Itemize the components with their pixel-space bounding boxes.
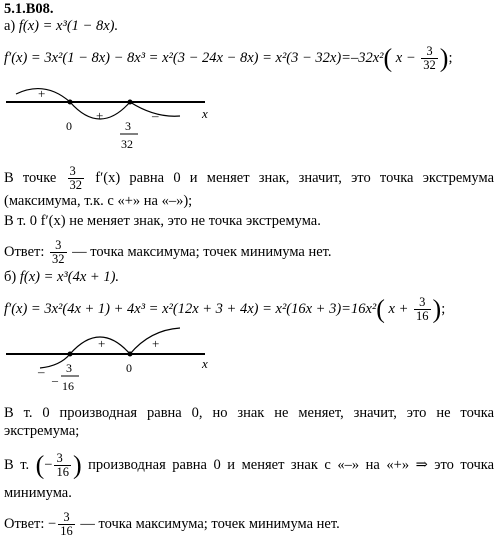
part-b-text4: минимума. (4, 485, 72, 501)
part-a-sign-mid: + (96, 108, 104, 123)
part-b-derivative: f′(x) = 3x²(4x + 1) + 4x³ = x²(12x + 3 + 4x) = x²(16x + 3)=16x²( x + $\frac{3}{16}$ ); (4, 294, 446, 324)
part-b-sign-left: – (38, 364, 45, 379)
part-b-tick-frac-minus: – (52, 373, 58, 387)
part-a-deriv-end: ; (448, 49, 453, 66)
part-b-deriv-end: ; (441, 300, 446, 317)
part-a-deriv-main: f′(x) = 3x²(1 − 8x) − 8x³ = x²(3 − 24x − 8x) = x²(3 − 32x)=–32x² (4, 49, 384, 66)
part-a-text2: (максимума, т.к. с «+» на «–»); (4, 193, 193, 209)
part-b-deriv-inner: x + (388, 300, 409, 317)
part-b-sign-mid: + (98, 336, 106, 351)
part-b-point-zero (128, 352, 133, 357)
part-a-point-zero (68, 100, 73, 105)
part-b-point-frac (68, 352, 73, 357)
part-a-answer: Ответ: $\frac{3}{32}$ — точка максимума; точек минимума нет. (4, 238, 332, 266)
part-b-deriv-fraction: $\frac{3}{16}$ (416, 295, 429, 323)
part-b-tick-frac-den: 16 (62, 379, 74, 393)
part-b-axis-label: x (202, 356, 208, 371)
part-b-text3-fraction: $\frac{3}{16}$ (56, 451, 69, 479)
part-a-tick-frac-num: 3 (125, 119, 131, 133)
part-a-axis-label: x (202, 106, 208, 121)
part-b-func: f(x) = x³(4x + 1). (19, 269, 120, 285)
part-a-sign-right: – (152, 108, 159, 123)
problem-number: 5.1.В08. (4, 1, 54, 17)
part-a-tick-frac-den: 32 (121, 137, 133, 151)
part-b-answer: Ответ: − $\frac{3}{16}$ — точка максимума; точек минимума нет. (4, 510, 340, 536)
part-b-tick-frac-num: 3 (66, 361, 72, 375)
part-a-function (4, 17, 118, 35)
part-a-answer-fraction: $\frac{3}{32}$ (52, 238, 65, 266)
part-a-text1: В точке $\frac{3}{32}$ f′(x) равна 0 и меняет знак, значит, это точка экстремума (4, 164, 494, 192)
part-a-derivative: f′(x) = 3x²(1 − 8x) − 8x³ = x²(3 − 24x − 8x) = x²(3 − 32x)=–32x²( x − $\frac{3}{32}$ ); (4, 43, 453, 73)
part-b-text1: В т. 0 производная равна 0, но знак не меняет, значит, это не точка (4, 405, 494, 421)
part-b-sign-chart (0, 326, 230, 404)
part-a-deriv-fraction: $\frac{3}{32}$ (423, 44, 436, 72)
part-b-sign-right: + (152, 336, 160, 351)
part-a-sign-chart (0, 80, 230, 160)
part-a-sign-left: + (38, 86, 46, 101)
part-a-deriv-inner: x − (395, 49, 416, 66)
part-b-answer-fraction: $\frac{3}{16}$ (60, 510, 73, 536)
part-a-label: а) (4, 18, 16, 34)
part-b-function (4, 268, 119, 286)
part-b-deriv-main: f′(x) = 3x²(4x + 1) + 4x³ = x²(12x + 3 + 4x) = x²(16x + 3)=16x² (4, 300, 377, 317)
part-b-text3: В т. (− $\frac{3}{16}$ ) производная равна 0 и меняет знак с «–» на «+» ⇒ это точка (4, 450, 494, 480)
part-b-tick-zero: 0 (126, 361, 132, 375)
part-b-label: б) (4, 269, 17, 285)
part-a-func: f(x) = x³(1 − 8x). (18, 18, 119, 34)
part-a-text3: В т. 0 f′(x) не меняет знак, это не точка экстремума. (4, 213, 321, 229)
part-a-text1-fraction: $\frac{3}{32}$ (69, 164, 83, 192)
part-b-text2: экстремума; (4, 423, 80, 439)
part-a-tick-zero: 0 (66, 119, 72, 133)
part-a-point-frac (128, 100, 133, 105)
